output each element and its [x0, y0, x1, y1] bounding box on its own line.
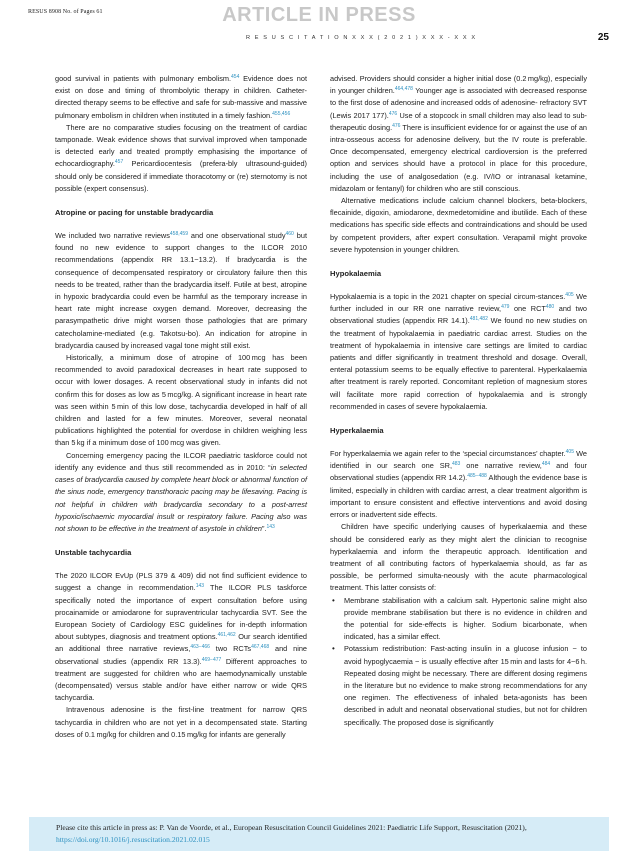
page-number: 25 [597, 32, 609, 43]
citation-ref[interactable]: 461,462 [217, 632, 236, 639]
paragraph: For hyperkalaemia we again refer to the ‘special circumstances’ chapter.$^{405}$ We identified in our search one SR,$^{483}$ one narrative review,$^{484}$ and four observational studies (appendix RR 14.2).$^{485-488}$ Although the evidence base is limited, especially in children with cardiac arrest, a clear treatment algorithm is important to ensure consistent and effective interventions and avoid dosing errors or inadvertent side effects. [330, 449, 587, 520]
citation-ref[interactable]: 464,478 [394, 86, 413, 93]
citation-ref[interactable]: 143 [195, 583, 205, 590]
paragraph: advised. Providers should consider a higher initial dose (0.2 mg/kg), especially in younger children.$^{464,478}$ Younger age is associated with decreased response to the first dose of adenosine and increased odds of adenosine- refractory SVT (Lewis 2017 177).$^{476}$ Use of a stopcock in small children may also lead to sub-therapeutic dosing.$^{476}$ There is insufficient evidence for or against the use of an intra-osseous access for adenosine delivery, but the IV route is preferable. Once decompensated, emergency electrical cardioversion is the preferred option and services should have a protocol in place for this procedure, including the use of analgosedation (e.g. IV/IO or intranasal ketamine, midazolam or fentanyl) for children who are still conscious. [330, 74, 587, 193]
doi-link[interactable]: https://doi.org/10.1016/j.resuscitation.2021.02.015 [56, 834, 210, 844]
paragraph: Alternative medications include calcium channel blockers, beta-blockers, flecainide, digoxin, amiodarone, dexmedetomidine and ibutilide. Each of these medications has specific side effects and contraindications and should be used by competent providers, after expert consultation. Verapamil might provoke severe hypotension in younger children. [330, 196, 587, 254]
citation-ref[interactable]: 485−488 [467, 473, 487, 480]
paragraph: There are no comparative studies focusing on the treatment of cardiac tamponade. Weak evidence shows that survival improved when tamponade is detected early and treated promptly emphasising the importance of echocardiography.$^{457}$ Pericardiocentesis (prefera-bly ultrasound-guided) should only be considered if immediate thoracotomy or (re) sternotomy is not possible (expert consensus). [55, 122, 307, 193]
citation-ref[interactable]: 476 [388, 110, 398, 117]
citation-ref[interactable]: 458,459 [169, 231, 188, 238]
running-title: R E S U S C I T A T I O N X X X ( 2 0 2 1 ) X X X - X X X [246, 35, 477, 41]
paragraph: Historically, a minimum dose of atropine of 100 mcg has been recommended to avoid paradoxical decreases in heart rate supposed to occur with lower dosages. A recent observational study in infants did not confirm this for doses as low as 5 mcg/kg. A significant increase in heart rate was seen within 5 min of this low dose, tachycardia developed in half of all children and lasted for a few minutes. Moreover, several neonatal publications highlighted the potential for overdose in children weighing less than 5 kg if a minimum dose of 100 mcg was given. [55, 353, 307, 448]
section-heading-hyperkalaemia: Hyperkalaemia [330, 426, 384, 436]
paragraph: Concerning emergency pacing the ILCOR paediatric taskforce could not identify any evidence and thus still recommended as in 2010: “in selected cases of bradycardia caused by complete heart block or abnormal function of the sinus node, emergency transthoracic pacing may be lifesaving. Pacing is not helpful in children with bradycardia secondary to a post-arrest hypoxic/ischaemic myocardial insult or respiratory failure. Pacing also was not shown to be effective in the treatment of asystole in children”.$^{143}$ [55, 450, 308, 533]
citation-ref[interactable]: 405 [565, 449, 574, 456]
citation-ref[interactable]: 479 [501, 304, 510, 311]
citation-ref[interactable]: 463−466 [190, 644, 210, 651]
citation-ref[interactable]: 457 [114, 159, 124, 166]
citation-ref[interactable]: 454 [231, 74, 240, 80]
citation-ref[interactable]: 460 [285, 231, 294, 238]
list-item: • Potassium redistribution: Fast-acting insulin in a glucose infusion − to avoid hypoglycaemia − is usually effective after 15 min and lasts for 4−6 h. Repeated dosing might be necessary. There are different dosing regimens in the literature but no evidence to make strong recommendations for any one regimen. The effectiveness of inhaled beta-agonists has been described in adult and neonatal observational studies, but not for children specifically. The proposed dose is significantly [330, 643, 587, 728]
citation-ref[interactable]: 481,482 [469, 316, 488, 323]
citation-ref[interactable]: 476 [392, 122, 401, 129]
section-heading-tachycardia: Unstable tachycardia [55, 548, 132, 558]
citation-ref[interactable]: 480 [545, 304, 555, 311]
right-column [330, 73, 587, 729]
citation-ref[interactable]: 469−477 [201, 656, 222, 663]
section-heading-hypokalaemia: Hypokalaemia [330, 269, 382, 279]
paragraph: Hypokalaemia is a topic in the 2021 chapter on special circum-stances.$^{405}$ We further included in our RR one narrative review,$^{479}$ one RCT$^{480}$ and two observational studies (appendix RR 14.1).$^{481,482}$ We found no new studies on the treatment of hypokalaemia in paediatric cardiac arrest. Studies on the treatment of hypokalaemia in intensive care settings are limited to cardiac patients and differ significantly in treatment threshold and dosage. Overall, enteral potassium seems to be equally effective to parenteral. Hyperkalaemia after treatment is rarely reported. Concomitant repletion of magnesium stores will facilitate more rapid correction of hypokalaemia and is strongly recommended in cases of severe hypokalaemia. [330, 292, 587, 411]
section-heading-bradycardia: Atropine or pacing for unstable bradycardia [55, 208, 214, 218]
paragraph: Intravenous adenosine is the first-line treatment for narrow QRS tachycardia in children who are not yet in a decompensated state. Starting doses of 0.1 mg/kg for children and 0.15 mg/kg for infants are generally [55, 705, 307, 739]
citation-footer: Please cite this article in press as: P. Van de Voorde, et al., European Resuscitation Council Guidelines 2021: Paediatric Life Support, Resuscitation (2021), https://doi.org/10.1016/j.resuscitation.2021.02.015 [56, 823, 527, 844]
citation-ref[interactable]: 484 [541, 461, 551, 468]
citation-ref[interactable]: 405 [565, 292, 574, 299]
left-column [55, 73, 307, 741]
document-id: RESUS 8908 No. of Pages 61 [28, 9, 103, 15]
paragraph: good survival in patients with pulmonary embolism.$^{454}$ Evidence does not exist on dose and timing of thrombolytic therapy in children. Catheter- directed therapy seems to be effective and safe for sub-massive and massive pulmonary embolism in children when instituted in a timely fashion.$^{455,456}$ [55, 74, 307, 120]
treatment-list [330, 595, 587, 729]
citation-ref[interactable]: 455,456 [272, 110, 291, 117]
list-item: • Membrane stabilisation with a calcium salt. Hypertonic saline might also provide membrane stabilisation but there is no evidence in children and the potential for side-effects is higher. Sodium bicarbonate, when indicated, has a similar effect. [330, 595, 587, 644]
citation-ref[interactable]: 467,468 [251, 644, 270, 651]
citation-ref[interactable]: 483 [451, 461, 461, 468]
paragraph: We included two narrative reviews$^{458,459}$ and one observational study$^{460}$ but found no new evidence to support changes to the ILCOR 2010 recommendations (appendix RR 13.1−13.2). If bradycardia is the consequence of decompensated respiratory or circulatory failure then this needs to be treated, rather than the bradycardia itself. Futile at best, atropine in hypoxic bradycardia could even be harmful as the temporary increase in heart rate might increase oxygen demand. Moreover, decreasing the parasympathetic drive might worsen those pathologies that are primary catecholamine-mediated (e.g. Takotsu-bo). An indication for atropine in bradycardia caused by increased vagal tone might still exist. [55, 231, 307, 350]
article-in-press-banner: ARTICLE IN PRESS [222, 4, 416, 26]
citation-ref[interactable]: 143 [266, 523, 275, 530]
paragraph: The 2020 ILCOR EvUp (PLS 379 & 409) did not find sufficient evidence to suggest a change in recommendation.$^{143}$ The ILCOR PLS taskforce specifically noted the importance of expert consultation before using procainamide or amiodarone for supraventricular tachycardia SVT. See the European Society of Cardiology ESC guidelines for in-depth information about subtypes, diagnosis and treatment options.$^{461,462}$ Our search identified an additional three narrative reviews,$^{463-466}$ two RCTs$^{467,468}$ and nine observational studies (appendix RR 13.3).$^{469-477}$ Different approaches to treatment are suggested for children who are haemodynamically unstable (decompensated) versus stable and/or have either narrow or wide QRS tachycardia. [55, 571, 308, 703]
paragraph: Children have specific underlying causes of hyperkalaemia and these should be considered early as they might alert the clinician to recognise hyperkalaemia and inform the therapeutic approach. Identification and treatment of all contributing factors of hyperkalaemia should, as far as possible, be performed simulta-neously with the acute pharmacological treatment. This latter consists of: [330, 522, 587, 593]
